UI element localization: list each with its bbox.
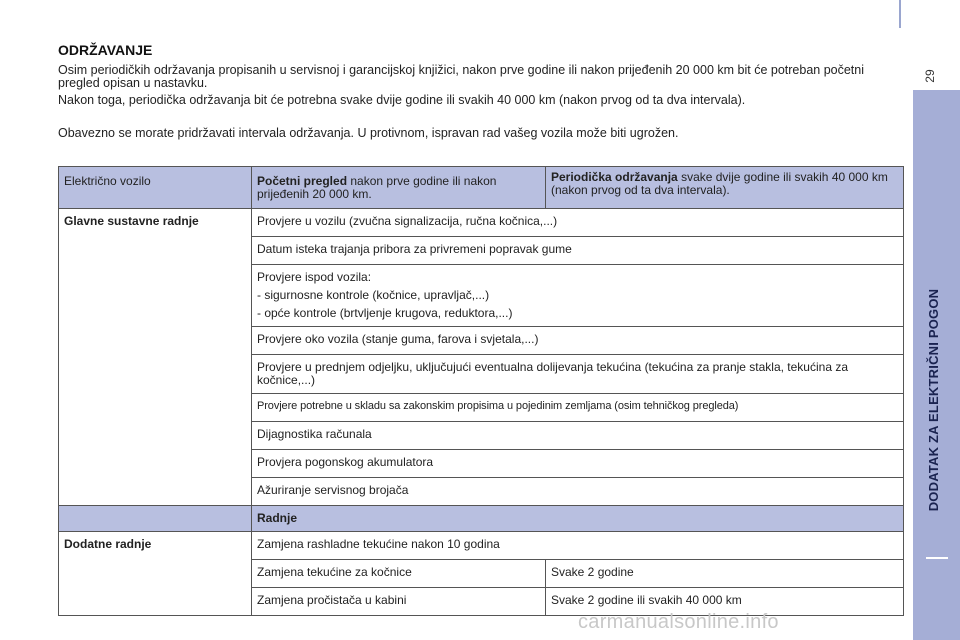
maintenance-table — [58, 166, 904, 616]
header-vehicle-label: Električno vozilo — [64, 174, 151, 188]
extra-action-item: Zamjena pročistača u kabini — [252, 588, 546, 616]
intro-paragraph-3: Obavezno se morate pridržavati intervala održavanja. U protivnom, ispravan rad vašeg vozila može biti ugrožen. — [58, 126, 679, 140]
main-action-item: Provjere u vozilu (zvučna signalizacija, ručna kočnica,...) — [252, 209, 904, 237]
actions-subheader-label: Radnje — [252, 506, 904, 532]
section-side-tab-label: DODATAK ZA ELEKTRIČNI POGON — [926, 288, 941, 512]
header-periodic-maintenance-title: Periodička održavanja — [551, 170, 678, 184]
side-tab-divider — [926, 557, 948, 559]
section-title: ODRŽAVANJE — [58, 42, 153, 58]
main-actions-label: Glavne sustavne radnje — [59, 209, 252, 506]
actions-subheader-empty — [59, 506, 252, 532]
extra-action-item: Zamjena tekućine za kočnice — [252, 560, 546, 588]
table-row — [59, 209, 904, 237]
underbody-checks-heading: Provjere ispod vozila: — [257, 270, 372, 284]
header-periodic-maintenance-text: svake dvije godine ili svakih 40 000 km (nakon prvog od ta dva intervala). — [551, 170, 888, 197]
header-initial-inspection-title: Početni pregled — [257, 174, 348, 188]
extra-actions-label: Dodatne radnje — [59, 532, 252, 616]
intro-paragraph-2: Nakon toga, periodička održavanja bit će potrebna svake dvije godine ili svakih 40 000 km (nakon prvog od ta dva intervala). — [58, 93, 746, 107]
header-vehicle-cell — [59, 167, 252, 209]
underbody-check-item: - opće kontrole (brtvljenje krugova, reduktora,...) — [257, 306, 513, 320]
main-action-item: Datum isteka trajanja pribora za privremeni popravak gume — [252, 237, 904, 265]
header-periodic-maintenance-cell — [546, 167, 904, 209]
main-action-item: Provjere u prednjem odjeljku, uključujući eventualna dolijevanja tekućina (tekućina za pranje stakla, tekućina za kočnice,...) — [252, 355, 904, 394]
main-action-item: Provjere oko vozila (stanje guma, farova i svjetala,...) — [252, 327, 904, 355]
underbody-check-item: - sigurnosne kontrole (kočnice, upravljač,...) — [257, 288, 490, 302]
watermark: carmanualsonline.info — [578, 611, 779, 633]
main-action-item: Ažuriranje servisnog brojača — [252, 478, 904, 506]
underbody-checks-cell — [252, 265, 904, 327]
main-action-item: Provjere potrebne u skladu sa zakonskim propisima u pojedinim zemljama (osim tehničkog pregleda) — [252, 394, 904, 422]
table-header-row — [59, 167, 904, 209]
table-row — [59, 532, 904, 560]
main-action-item: Provjera pogonskog akumulatora — [252, 450, 904, 478]
main-action-item: Dijagnostika računala — [252, 422, 904, 450]
extra-action-interval: Svake 2 godine — [546, 560, 904, 588]
header-initial-inspection-cell — [252, 167, 546, 209]
extra-action-item: Zamjena rashladne tekućine nakon 10 godina — [252, 532, 904, 560]
intro-paragraph-1: Osim periodičkih održavanja propisanih u servisnoj i garancijskoj knjižici, nakon prve godine ili nakon prijeđenih 20 000 km bit će potreban početni pregled opisan u nastavku. — [58, 63, 864, 90]
extra-action-interval: Svake 2 godine ili svakih 40 000 km — [546, 588, 904, 616]
header-initial-inspection-text: nakon prve godine ili nakon prijeđenih 20 000 km. — [257, 174, 497, 201]
top-divider-line — [899, 0, 901, 28]
page-number: 29 — [923, 69, 937, 83]
actions-subheader-row — [59, 506, 904, 532]
